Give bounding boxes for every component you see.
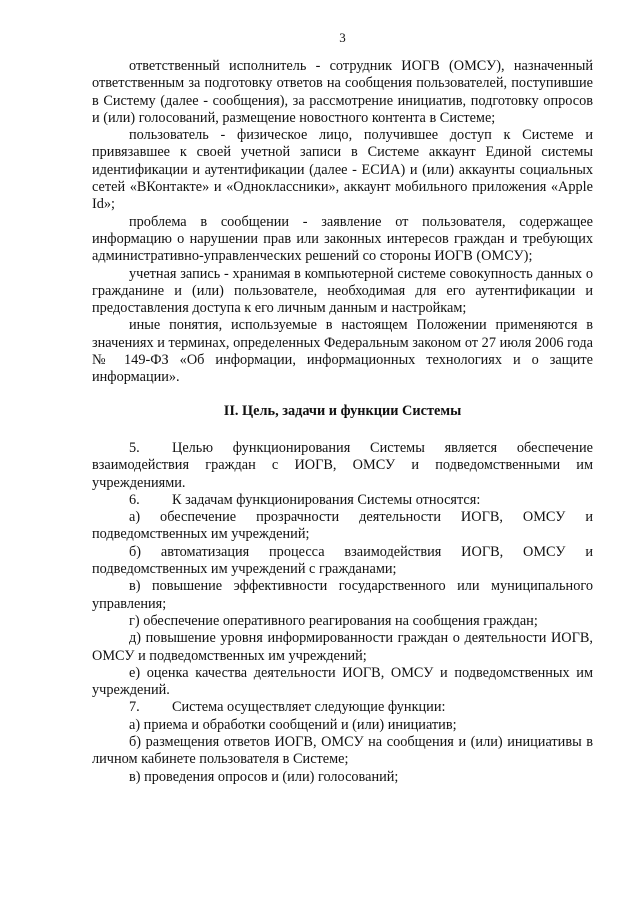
sub-item: в) повышение эффективности государственного или муниципального управления;: [92, 578, 593, 612]
section-heading: II. Цель, задачи и функции Системы: [223, 402, 462, 419]
sub-item: е) оценка качества деятельности ИОГВ, ОМСУ и подведомственных им учреждений.: [92, 664, 593, 699]
item-text: Система осуществляет следующие функции:: [172, 699, 446, 716]
sub-item: а) приема и обработки сообщений и (или) инициатив;: [129, 716, 457, 733]
numbered-item-6: [92, 492, 593, 509]
sub-item: б) автоматизация процесса взаимодействия ИОГВ, ОМСУ и подведомственных им учреждений с гражданами;: [92, 543, 593, 578]
sub-item: а) обеспечение прозрачности деятельности ИОГВ, ОМСУ и подведомственных им учреждений;: [92, 509, 593, 543]
definition-paragraph: иные понятия, используемые в настоящем Положении применяются в значениях и терминах, определенных Федеральным законом от 27 июля 2006 года № 149-ФЗ «Об информации, информационных технологиях и о защите информации».: [92, 317, 593, 386]
sub-item: в) проведения опросов и (или) голосований;: [129, 768, 399, 785]
sub-item: б) размещения ответов ИОГВ, ОМСУ на сообщения и (или) инициативы в личном кабинете пользователя в Системе;: [92, 733, 593, 768]
item-text: Целью функционирования Системы является обеспечение взаимодействия граждан с ИОГВ, ОМСУ и подведомственными им учреждениями.: [92, 439, 593, 491]
page-number: 3: [339, 30, 346, 45]
sub-item: г) обеспечение оперативного реагирования на сообщения граждан;: [129, 612, 538, 629]
sub-item: д) повышение уровня информированности граждан о деятельности ИОГВ, ОМСУ и подведомственных им учреждений;: [92, 630, 593, 664]
item-text: К задачам функционирования Системы относятся:: [172, 491, 481, 508]
definition-paragraph: учетная запись - хранимая в компьютерной системе совокупность данных о гражданине и (или) пользователе, необходимая для его аутентификации и предоставления доступа к его личным данным и настройкам;: [92, 265, 593, 317]
definition-paragraph: пользователь - физическое лицо, получившее доступ к Системе и привязавшее к своей учетной записи в Системе аккаунт Единой системы идентификации и аутентификации (далее - ЕСИА) и (или) аккаунты социальных сетей «ВКонтакте» и «Одноклассники», аккаунт мобильного приложения «Apple Id»;: [92, 127, 593, 213]
item-number: 7.: [129, 699, 140, 716]
numbered-item-7: [92, 699, 593, 716]
numbered-item-5: [92, 440, 593, 492]
item-number: 6.: [129, 491, 140, 508]
definition-paragraph: ответственный исполнитель - сотрудник ИОГВ (ОМСУ), назначенный ответственным за подготовку ответов на сообщения пользователей, поступившие в Систему (далее - сообщения), за рассмотрение инициатив, подготовку опросов и (или) голосований, размещение новостного контента в Системе;: [92, 58, 593, 126]
definition-paragraph: проблема в сообщении - заявление от пользователя, содержащее информацию о нарушении прав или законных интересов граждан и требующих административно-управленческих решений со стороны ИОГВ (ОМСУ);: [92, 213, 593, 265]
item-number: 5.: [129, 439, 140, 456]
